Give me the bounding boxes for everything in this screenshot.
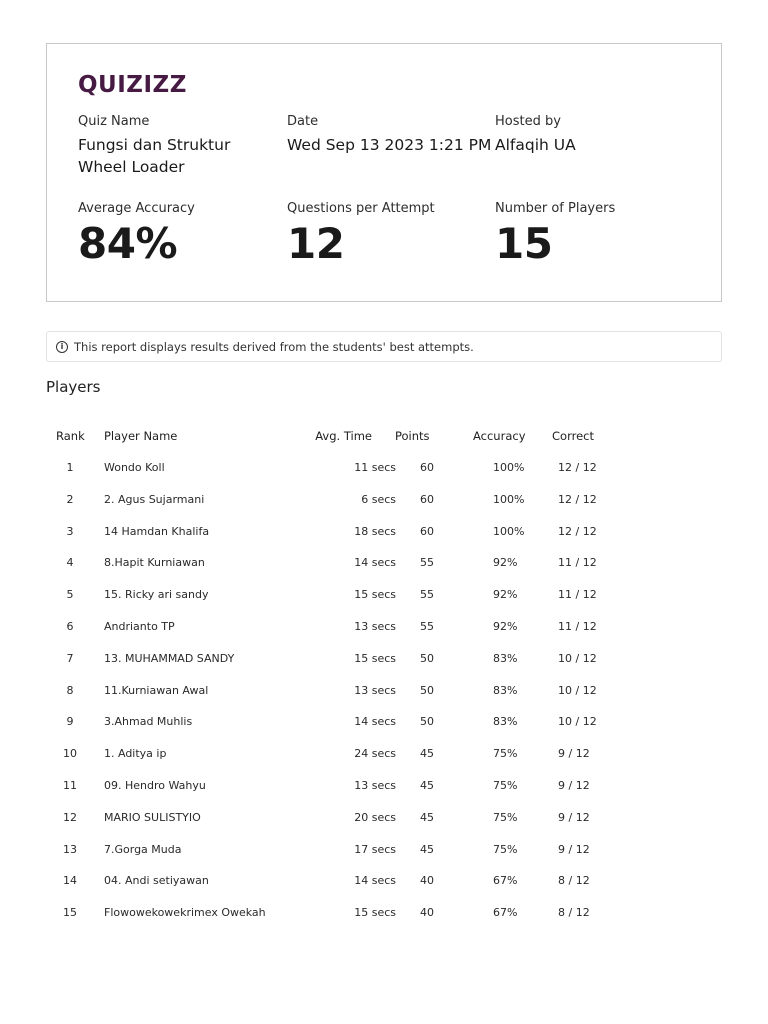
cell-avg-time: 11 secs xyxy=(354,461,396,474)
quiz-name-label: Quiz Name xyxy=(78,114,150,129)
cell-player-name: 7.Gorga Muda xyxy=(104,842,182,856)
cell-rank: 2 xyxy=(66,492,74,506)
cell-points: 45 xyxy=(420,842,434,856)
cell-rank: 4 xyxy=(66,556,74,570)
average-accuracy-label: Average Accuracy xyxy=(78,201,195,216)
cell-player-name: 11.Kurniawan Awal xyxy=(104,683,209,697)
table-row xyxy=(46,706,722,738)
cell-accuracy: 83% xyxy=(493,683,518,697)
cell-avg-time: 20 secs xyxy=(354,810,396,824)
cell-avg-time: 13 secs xyxy=(354,778,396,792)
cell-points: 45 xyxy=(420,810,434,824)
cell-avg-time: 13 secs xyxy=(354,683,396,697)
cell-points: 45 xyxy=(420,778,434,792)
cell-player-name: 3.Ahmad Muhlis xyxy=(104,715,193,729)
quiz-summary-card xyxy=(46,43,722,302)
cell-correct: 8 / 12 xyxy=(558,874,590,888)
players-section-title: Players xyxy=(46,378,101,396)
table-row xyxy=(46,802,722,834)
cell-correct: 9 / 12 xyxy=(558,810,590,824)
table-row xyxy=(46,770,722,802)
cell-rank: 11 xyxy=(63,778,77,792)
cell-accuracy: 75% xyxy=(493,778,518,792)
player-rows xyxy=(46,452,722,929)
column-header-rank: Rank xyxy=(56,429,85,443)
cell-correct: 10 / 12 xyxy=(558,715,597,729)
number-of-players-block xyxy=(495,201,695,267)
column-header-accuracy: Accuracy xyxy=(473,429,526,443)
table-row xyxy=(46,484,722,516)
cell-player-name: Andrianto TP xyxy=(104,619,175,633)
number-of-players-label: Number of Players xyxy=(495,201,616,216)
table-row xyxy=(46,452,722,484)
cell-rank: 3 xyxy=(66,524,74,538)
cell-rank: 13 xyxy=(63,842,77,856)
cell-accuracy: 75% xyxy=(493,810,518,824)
cell-avg-time: 15 secs xyxy=(354,906,396,920)
date-value: Wed Sep 13 2023 1:21 PM xyxy=(287,136,492,154)
table-row xyxy=(46,675,722,707)
table-row xyxy=(46,611,722,643)
cell-rank: 1 xyxy=(66,461,74,474)
table-row xyxy=(46,897,722,929)
cell-correct: 11 / 12 xyxy=(558,619,597,633)
date-block xyxy=(287,114,497,156)
cell-points: 40 xyxy=(420,906,434,920)
column-header-correct: Correct xyxy=(552,429,594,443)
cell-accuracy: 92% xyxy=(493,619,518,633)
cell-player-name: 15. Ricky ari sandy xyxy=(104,588,209,602)
best-attempts-notice xyxy=(46,331,722,362)
cell-player-name: Wondo Koll xyxy=(104,461,165,474)
cell-accuracy: 100% xyxy=(493,461,525,474)
cell-player-name: 14 Hamdan Khalifa xyxy=(104,524,210,538)
cell-rank: 12 xyxy=(63,810,77,824)
cell-accuracy: 75% xyxy=(493,747,518,761)
average-accuracy-value: 84% xyxy=(78,219,178,268)
cell-points: 50 xyxy=(420,651,434,665)
cell-accuracy: 67% xyxy=(493,874,518,888)
table-row xyxy=(46,834,722,866)
cell-player-name: Flowowekowekrimex Owekah xyxy=(104,906,266,920)
cell-accuracy: 92% xyxy=(493,588,518,602)
quizizz-logo: QUIZIZZ xyxy=(78,72,187,98)
cell-points: 60 xyxy=(420,492,434,506)
cell-avg-time: 15 secs xyxy=(354,651,396,665)
cell-correct: 9 / 12 xyxy=(558,842,590,856)
cell-player-name: 13. MUHAMMAD SANDY xyxy=(104,651,235,665)
cell-avg-time: 14 secs xyxy=(354,556,396,570)
cell-correct: 11 / 12 xyxy=(558,556,597,570)
cell-avg-time: 13 secs xyxy=(354,619,396,633)
cell-accuracy: 75% xyxy=(493,842,518,856)
cell-correct: 10 / 12 xyxy=(558,683,597,697)
notice-text: This report displays results derived from the students' best attempts. xyxy=(74,339,474,354)
cell-avg-time: 24 secs xyxy=(354,747,396,761)
cell-rank: 15 xyxy=(63,906,77,920)
info-icon: i xyxy=(56,341,68,353)
cell-rank: 5 xyxy=(66,588,74,602)
column-header-player-name: Player Name xyxy=(104,429,178,443)
cell-accuracy: 83% xyxy=(493,715,518,729)
cell-points: 55 xyxy=(420,588,434,602)
table-header-row xyxy=(46,420,722,452)
cell-points: 55 xyxy=(420,619,434,633)
cell-avg-time: 17 secs xyxy=(354,842,396,856)
cell-points: 50 xyxy=(420,683,434,697)
column-header-points: Points xyxy=(395,429,430,443)
cell-points: 45 xyxy=(420,747,434,761)
cell-rank: 6 xyxy=(66,619,74,633)
cell-player-name: 1. Aditya ip xyxy=(104,747,167,761)
hosted-by-block xyxy=(495,114,695,156)
cell-points: 60 xyxy=(420,524,434,538)
cell-correct: 9 / 12 xyxy=(558,778,590,792)
cell-player-name: 04. Andi setiyawan xyxy=(104,874,209,888)
cell-rank: 14 xyxy=(63,874,77,888)
date-label: Date xyxy=(287,114,319,129)
hosted-by-value: Alfaqih UA xyxy=(495,136,576,154)
cell-rank: 8 xyxy=(66,683,74,697)
table-row xyxy=(46,643,722,675)
cell-accuracy: 67% xyxy=(493,906,518,920)
cell-accuracy: 83% xyxy=(493,651,518,665)
table-row xyxy=(46,547,722,579)
cell-points: 60 xyxy=(420,461,434,474)
column-header-avg-time: Avg. Time xyxy=(315,429,372,443)
cell-avg-time: 6 secs xyxy=(361,492,396,506)
cell-correct: 11 / 12 xyxy=(558,588,597,602)
table-row xyxy=(46,516,722,548)
average-accuracy-block xyxy=(78,201,278,267)
cell-correct: 12 / 12 xyxy=(558,461,597,474)
cell-rank: 7 xyxy=(66,651,74,665)
cell-points: 55 xyxy=(420,556,434,570)
quiz-name-block xyxy=(78,114,278,178)
cell-correct: 12 / 12 xyxy=(558,524,597,538)
table-row xyxy=(46,865,722,897)
cell-accuracy: 92% xyxy=(493,556,518,570)
cell-player-name: MARIO SULISTYIO xyxy=(104,810,201,824)
cell-accuracy: 100% xyxy=(493,492,525,506)
table-row xyxy=(46,738,722,770)
cell-correct: 10 / 12 xyxy=(558,651,597,665)
cell-accuracy: 100% xyxy=(493,524,525,538)
cell-points: 40 xyxy=(420,874,434,888)
cell-correct: 9 / 12 xyxy=(558,747,590,761)
quiz-name-value: Fungsi dan Struktur Wheel Loader xyxy=(78,136,231,176)
cell-correct: 12 / 12 xyxy=(558,492,597,506)
cell-avg-time: 18 secs xyxy=(354,524,396,538)
questions-per-attempt-label: Questions per Attempt xyxy=(287,201,435,216)
players-table xyxy=(46,420,722,929)
cell-rank: 10 xyxy=(63,747,77,761)
table-row xyxy=(46,579,722,611)
cell-correct: 8 / 12 xyxy=(558,906,590,920)
questions-per-attempt-value: 12 xyxy=(287,219,345,268)
cell-points: 50 xyxy=(420,715,434,729)
cell-player-name: 2. Agus Sujarmani xyxy=(104,492,205,506)
cell-player-name: 8.Hapit Kurniawan xyxy=(104,556,205,570)
cell-player-name: 09. Hendro Wahyu xyxy=(104,778,206,792)
number-of-players-value: 15 xyxy=(495,219,553,268)
cell-avg-time: 15 secs xyxy=(354,588,396,602)
cell-avg-time: 14 secs xyxy=(354,715,396,729)
questions-per-attempt-block xyxy=(287,201,487,267)
cell-rank: 9 xyxy=(66,715,74,729)
cell-avg-time: 14 secs xyxy=(354,874,396,888)
hosted-by-label: Hosted by xyxy=(495,114,561,129)
